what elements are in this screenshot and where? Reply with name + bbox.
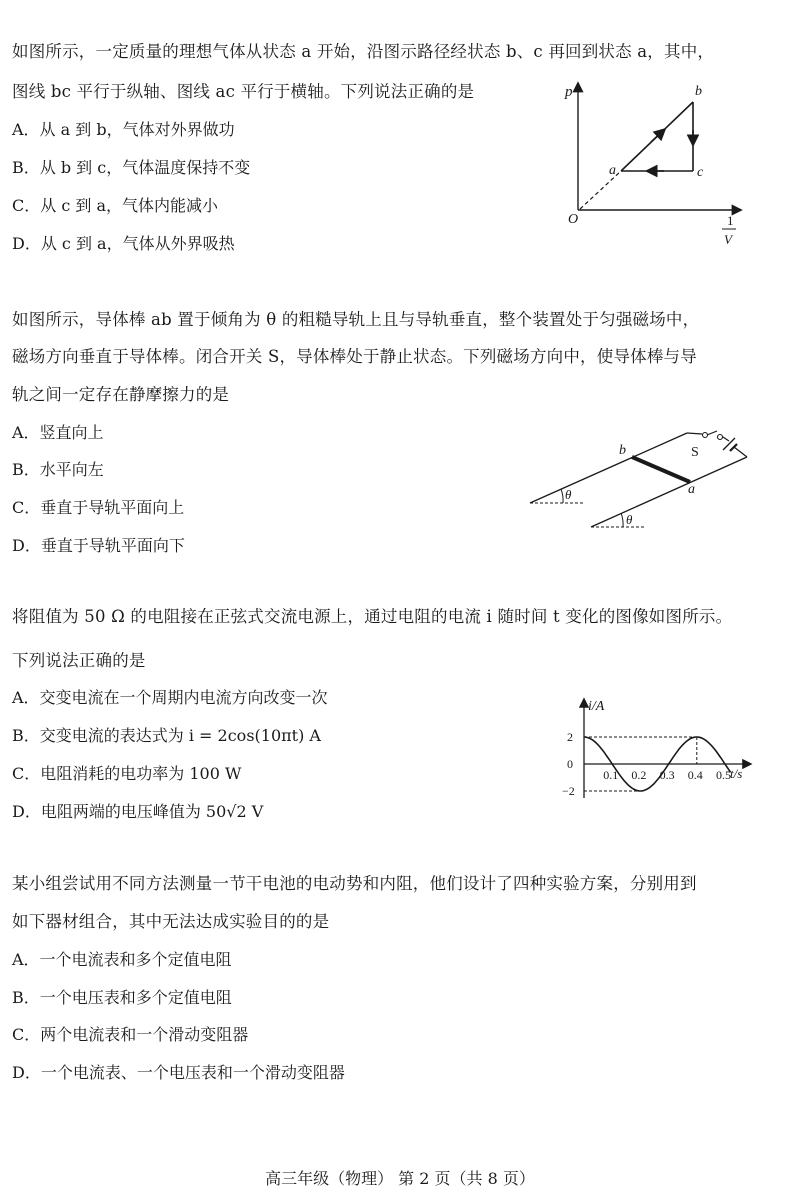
q2-upper-rail: [530, 433, 687, 503]
q3-stem-line-2: 下列说法正确的是: [12, 651, 146, 670]
q2-label-b: b: [619, 443, 626, 458]
q2-label-a: a: [688, 482, 695, 497]
q2-option-b: B．水平向左: [12, 460, 104, 479]
q3-y-axis-label: i/A: [588, 699, 605, 714]
q1-label-x-den: V: [724, 232, 732, 247]
q1-option-b: B．从 b 到 c，气体温度保持不变: [12, 158, 251, 177]
q3-y-tick-label: 0: [567, 757, 573, 771]
q2-stem-line-1: 如图所示，导体棒 ab 置于倾角为 θ 的粗糙导轨上且与导轨垂直，整个装置处于匀强磁场中，: [12, 310, 700, 329]
q1-option-a: A．从 a 到 b，气体对外界做功: [12, 120, 235, 139]
q1-stem-line-2: 图线 bc 平行于纵轴、图线 ac 平行于横轴。下列说法正确的是: [12, 82, 475, 101]
q1-option-d: D．从 c 到 a，气体从外界吸热: [12, 234, 235, 253]
q2-lower-rail: [591, 457, 747, 527]
q4-stem-line-2: 如下器材组合，其中无法达成实验目的的是: [12, 912, 330, 931]
q2-option-c: C．垂直于导轨平面向上: [12, 498, 185, 517]
q3-option-a: A．交变电流在一个周期内电流方向改变一次: [12, 688, 328, 707]
q2-label-switch: S: [691, 445, 699, 460]
q2-conductor-rod: [632, 457, 690, 482]
q3-current-time-chart: [550, 690, 760, 805]
q1-option-c: C．从 c 到 a，气体内能减小: [12, 196, 219, 215]
q3-option-d: D．电阻两端的电压峰值为 50√2 V: [12, 802, 264, 821]
q3-x-tick-label: 0.1: [603, 768, 619, 782]
q2-stem-line-3: 轨之间一定存在静摩擦力的是: [12, 385, 230, 404]
q2-option-d: D．垂直于导轨平面向下: [12, 536, 185, 555]
q2-label-theta-2: θ: [626, 512, 633, 527]
q1-label-a: a: [609, 163, 616, 178]
q3-x-tick-label: 0.5: [716, 768, 731, 782]
q2-label-theta-1: θ: [565, 487, 572, 502]
q3-x-tick-label: 0.3: [659, 768, 675, 782]
q3-stem-line-1: 将阻值为 50 Ω 的电阻接在正弦式交流电源上，通过电阻的电流 i 随时间 t 变化的图像如图所示。: [12, 607, 733, 626]
q2-switch-blade: [707, 431, 717, 435]
q3-x-tick-label: 0.4: [687, 768, 703, 782]
q2-option-a: A．竖直向上: [12, 423, 104, 442]
q1-label-b: b: [695, 84, 702, 99]
q4-stem-line-1: 某小组尝试用不同方法测量一节干电池的电动势和内阻，他们设计了四种实验方案，分别用到: [12, 874, 697, 893]
q1-stem-line-1: 如图所示，一定质量的理想气体从状态 a 开始，沿图示路径经状态 b、c 再回到状态 a，其中，: [12, 42, 715, 61]
q2-stem-line-2: 磁场方向垂直于导体棒。闭合开关 S，导体棒处于静止状态。下列磁场方向中，使导体棒与导: [12, 347, 697, 366]
q1-label-p: p: [565, 84, 573, 100]
q2-rail-diagram: [525, 425, 755, 535]
q4-option-c: C．两个电流表和一个滑动变阻器: [12, 1025, 249, 1044]
q1-pv-diagram: [560, 78, 760, 253]
q1-label-x-num: 1: [727, 213, 734, 228]
q3-y-tick-label: −2: [562, 784, 575, 798]
q4-option-b: B．一个电压表和多个定值电阻: [12, 988, 232, 1007]
page-footer: 高三年级（物理） 第 2 页（共 8 页）: [265, 1169, 535, 1188]
q1-label-origin: O: [568, 212, 579, 227]
q2-battery-short: [730, 444, 737, 451]
q3-y-tick-label: 2: [567, 730, 573, 744]
q4-option-d: D．一个电流表、一个电压表和一个滑动变阻器: [12, 1063, 345, 1082]
q3-x-tick-label: 0.2: [631, 768, 647, 782]
q3-x-axis-label: t/s: [730, 766, 743, 781]
q3-option-c: C．电阻消耗的电功率为 100 W: [12, 764, 242, 783]
q1-label-c: c: [697, 165, 704, 180]
q4-option-a: A．一个电流表和多个定值电阻: [12, 950, 232, 969]
q3-option-b: B．交变电流的表达式为 i = 2cos(10πt) A: [12, 726, 321, 745]
